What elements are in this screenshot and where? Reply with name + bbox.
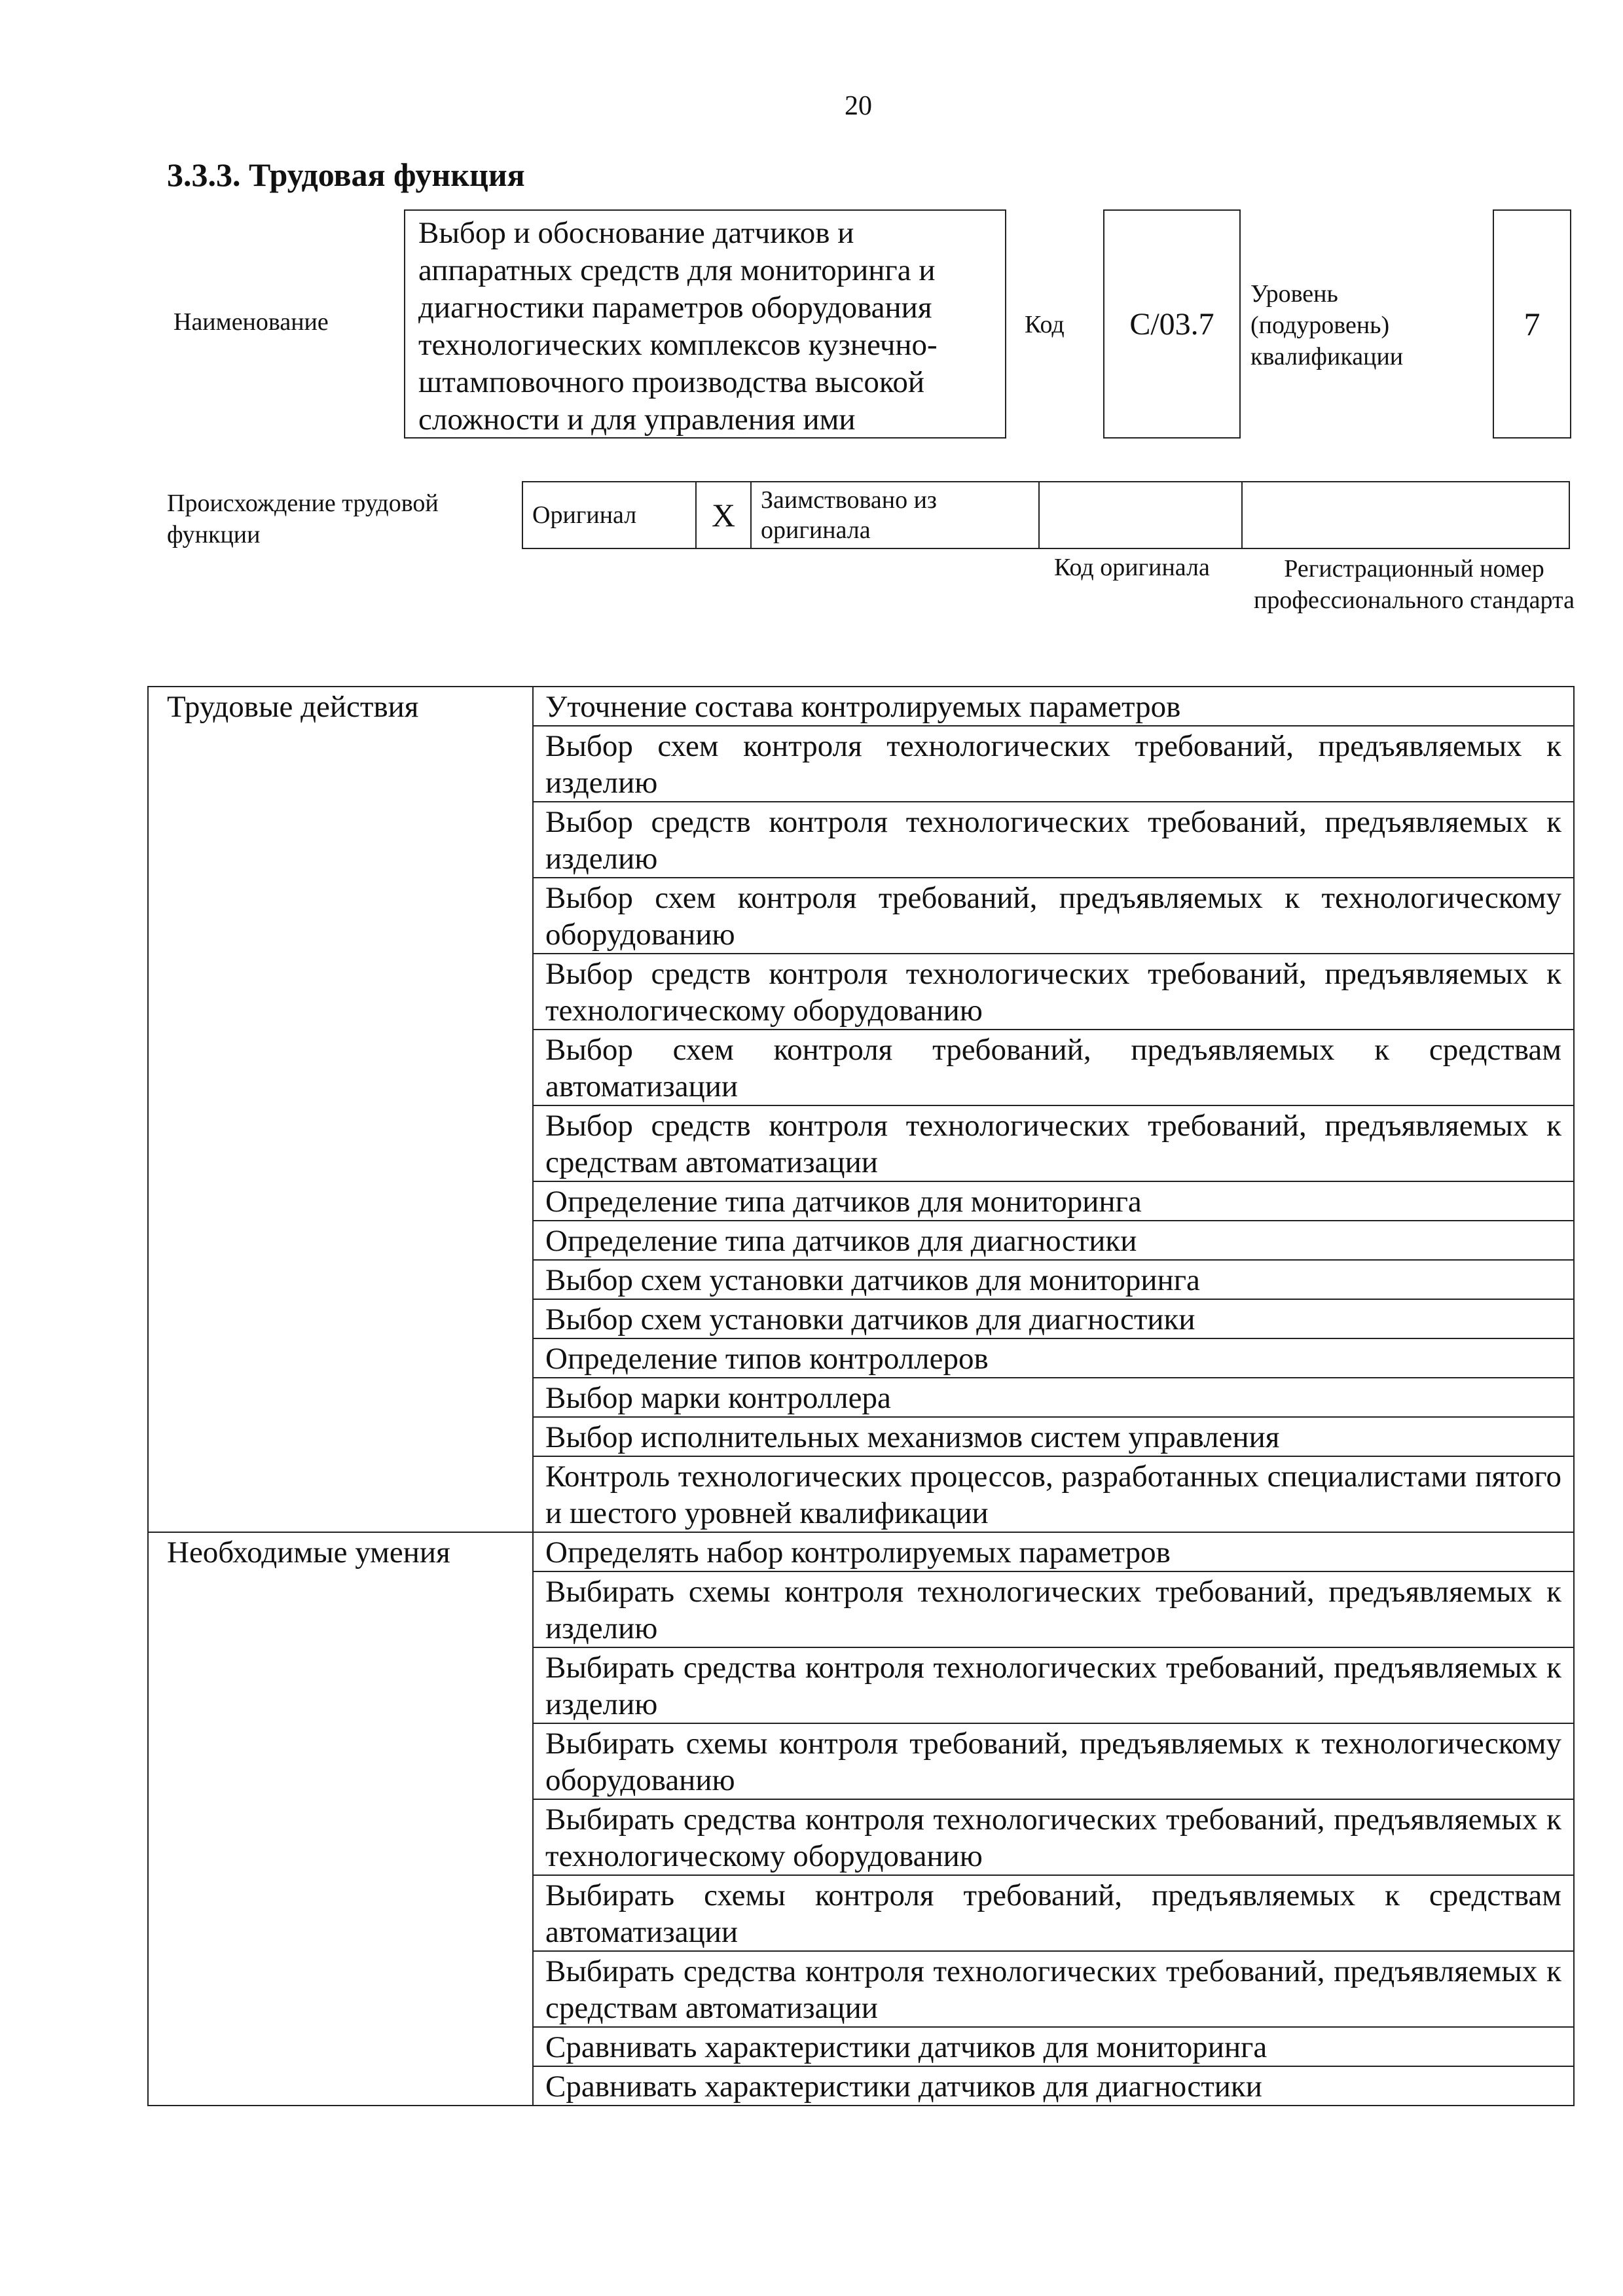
- item-cell: Определение типа датчиков для диагностики: [533, 1221, 1574, 1260]
- item-cell: Выбирать средства контроля технологических требований, предъявляемых к технологическому оборудованию: [533, 1799, 1574, 1875]
- item-cell: Выбор средств контроля технологических требований, предъявляемых к средствам автоматизации: [533, 1105, 1574, 1181]
- borrowed-label-cell: Заимствовано из оригинала: [751, 482, 1039, 548]
- level-label: Уровень (подуровень) квалификации: [1250, 280, 1404, 370]
- item-cell: Определение типа датчиков для мониторинга: [533, 1181, 1574, 1221]
- item-cell: Выбор схем установки датчиков для мониторинга: [533, 1260, 1574, 1299]
- item-cell: Выбор схем контроля требований, предъявляемых к технологическому оборудованию: [533, 878, 1574, 954]
- item-cell: Выбор средств контроля технологических требований, предъявляемых к технологическому оборудованию: [533, 954, 1574, 1030]
- item-cell: Выбор схем установки датчиков для диагностики: [533, 1299, 1574, 1338]
- item-cell: Выбор схем контроля технологических требований, предъявляемых к изделию: [533, 726, 1574, 802]
- item-cell: Контроль технологических процессов, разработанных специалистами пятого и шестого уровней квалификации: [533, 1456, 1574, 1532]
- item-cell: Выбирать схемы контроля технологических требований, предъявляемых к изделию: [533, 1571, 1574, 1647]
- requirements-table-body: [148, 687, 1574, 2106]
- page-number: 20: [845, 91, 872, 121]
- group-title-cell: Трудовые действия: [148, 687, 533, 1532]
- original-code-caption: Код оригинала: [1054, 554, 1210, 581]
- requirements-table: [147, 686, 1575, 2106]
- item-cell: Выбор средств контроля технологических требований, предъявляемых к изделию: [533, 802, 1574, 878]
- original-code-cell: [1039, 482, 1242, 548]
- item-cell: Сравнивать характеристики датчиков для диагностики: [533, 2066, 1574, 2106]
- original-mark-cell: X: [696, 482, 751, 548]
- origin-label: Происхождение трудовой функции: [167, 490, 439, 548]
- origin-table: [522, 481, 1570, 549]
- item-cell: Сравнивать характеристики датчиков для мониторинга: [533, 2027, 1574, 2066]
- table-row: [148, 687, 1574, 726]
- item-cell: Определять набор контролируемых параметров: [533, 1532, 1574, 1571]
- registration-number-caption: Регистрационный номер профессионального стандарта: [1254, 555, 1575, 614]
- item-cell: Выбор исполнительных механизмов систем управления: [533, 1417, 1574, 1456]
- level-value-box: 7: [1493, 209, 1571, 439]
- function-name-box: Выбор и обоснование датчиков и аппаратных средств для мониторинга и диагностики параметров оборудования технологических комплексов кузнечно-штамповочного производства высокой сложности и для управления ими: [404, 209, 1006, 439]
- original-label-cell: Оригинал: [522, 482, 696, 548]
- item-cell: Выбирать схемы контроля требований, предъявляемых к технологическому оборудованию: [533, 1723, 1574, 1799]
- item-cell: Выбор марки контроллера: [533, 1378, 1574, 1417]
- group-title-cell: Необходимые умения: [148, 1532, 533, 2106]
- item-cell: Выбирать средства контроля технологических требований, предъявляемых к изделию: [533, 1647, 1574, 1723]
- name-label: Наименование: [173, 308, 329, 336]
- code-value-box: C/03.7: [1103, 209, 1241, 439]
- item-cell: Выбирать средства контроля технологических требований, предъявляемых к средствам автоматизации: [533, 1951, 1574, 2027]
- item-cell: Выбирать схемы контроля требований, предъявляемых к средствам автоматизации: [533, 1875, 1574, 1951]
- item-cell: Уточнение состава контролируемых параметров: [533, 687, 1574, 726]
- code-label: Код: [1025, 311, 1065, 338]
- registration-number-cell: [1242, 482, 1569, 548]
- item-cell: Выбор схем контроля требований, предъявляемых к средствам автоматизации: [533, 1030, 1574, 1105]
- origin-row: [522, 482, 1569, 548]
- section-title: 3.3.3. Трудовая функция: [167, 156, 525, 193]
- table-row: [148, 1532, 1574, 1571]
- item-cell: Определение типов контроллеров: [533, 1338, 1574, 1378]
